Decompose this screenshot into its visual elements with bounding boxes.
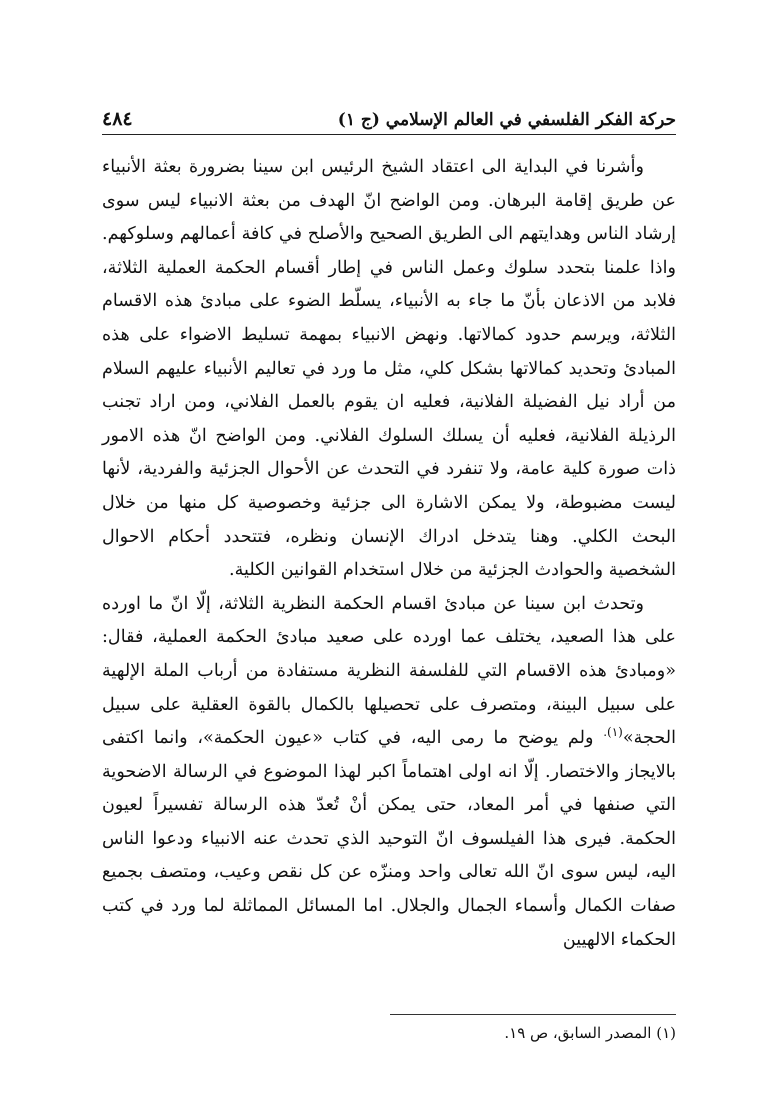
line: وتحدث ابن سينا عن مبادئ اقسام الحكمة النظرية الثلاثة، إلّا انّ ما اورده xyxy=(102,593,644,614)
line: عن طريق إقامة البرهان. ومن الواضح انّ الهدف من بعثة الانبياء ليس سوى xyxy=(102,190,676,211)
line: المبادئ وتحديد كمالاتها بشكل كلي، مثل ما ورد في تعاليم الأنبياء عليهم السلام من أراد xyxy=(102,358,676,413)
header-divider xyxy=(102,134,676,135)
footnote: (١) المصدر السابق، ص ١٩. xyxy=(504,1024,676,1042)
line: صنفها في أمر المعاد، حتى يمكن أنْ تُعدّ هذه الرسالة تفسيراً لعيون الحكمة. فيرى xyxy=(102,795,677,849)
running-title: حركة الفكر الفلسفي في العالم الإسلامي (ج ١) xyxy=(337,110,676,130)
line: على هذا الصعيد، يختلف عما اورده على صعيد مبادئ الحكمة العملية، فقال: xyxy=(102,627,676,648)
page-number: ٤٨٤ xyxy=(102,108,133,130)
line: «ومبادئ هذه الاقسام التي للفلسفة النظرية مستفادة من أرباب الملة الإلهية على xyxy=(102,660,676,715)
line: والاختصار. إلّا انه اولى اهتماماً اكبر لهذا الموضوع في الرسالة الاضحوية التي xyxy=(102,761,676,816)
line: سوى انّ الله تعالى واحد ومنزّه عن كل نقص وعيب، ومتصف بجميع صفات xyxy=(102,862,677,917)
line: نيل الفضيلة الفلانية، فعليه ان يقوم بالعمل الفلاني، ومن اراد تجنب الرذيلة xyxy=(102,392,677,446)
footnote-reference[interactable]: (١). xyxy=(603,725,623,740)
line: فلابد من الاذعان بأنّ ما جاء به الأنبياء، يسلّط الضوء على مبادئ هذه الاقسام xyxy=(102,291,676,312)
page-header xyxy=(102,96,676,130)
line: الكمال وأسماء الجمال والجلال. اما المسائل المماثلة لما ورد في كتب الحكماء الالهيين xyxy=(102,896,676,950)
line: البحث الكلي. وهنا يتدخل ادراك الإنسان ونظره، فتتحدد أحكام الاحوال xyxy=(102,526,676,547)
line: صورة كلية عامة، ولا تنفرد في التحدث عن الأحوال الجزئية والفردية، لأنها xyxy=(102,459,640,480)
line: هذا الفيلسوف انّ التوحيد الذي تحدث عنه الانبياء ودعوا الناس اليه، ليس xyxy=(102,828,676,883)
paragraph-1 xyxy=(102,151,676,588)
line: سبيل البينة، ومتصرف على تحصيلها بالكمال بالقوة العقلية على سبيل الحجة» xyxy=(102,694,676,749)
line: ليست مضبوطة، ولا يمكن الاشارة الى جزئية وخصوصية كل منها من خلال xyxy=(102,492,676,513)
body-text xyxy=(102,151,676,957)
line: الفلانية، فعليه أن يسلك السلوك الفلاني. ومن الواضح انّ هذه الامور ذات xyxy=(102,425,677,480)
line: الثلاثة، ويرسم حدود كمالاتها. ونهض الانبياء بمهمة تسليط الاضواء على هذه xyxy=(102,324,676,345)
paragraph-2 xyxy=(102,588,676,958)
line: إرشاد الناس وهدايتهم الى الطريق الصحيح والأصلح في كافة أعمالهم وسلوكهم. xyxy=(102,224,676,245)
line: وأشرنا في البداية الى اعتقاد الشيخ الرئيس ابن سينا بضرورة بعثة الأنبياء xyxy=(102,157,644,177)
line: ولم يوضح ما رمى اليه، في كتاب «عيون الحكمة»، وانما اكتفى بالايجاز xyxy=(102,728,676,782)
line: الشخصية والحوادث الجزئية من خلال استخدام القوانين الكلية. xyxy=(228,560,676,581)
line: واذا علمنا بتحدد سلوك وعمل الناس في إطار أقسام الحكمة العملية الثلاثة، xyxy=(102,257,676,278)
footnote-divider xyxy=(390,1014,676,1015)
